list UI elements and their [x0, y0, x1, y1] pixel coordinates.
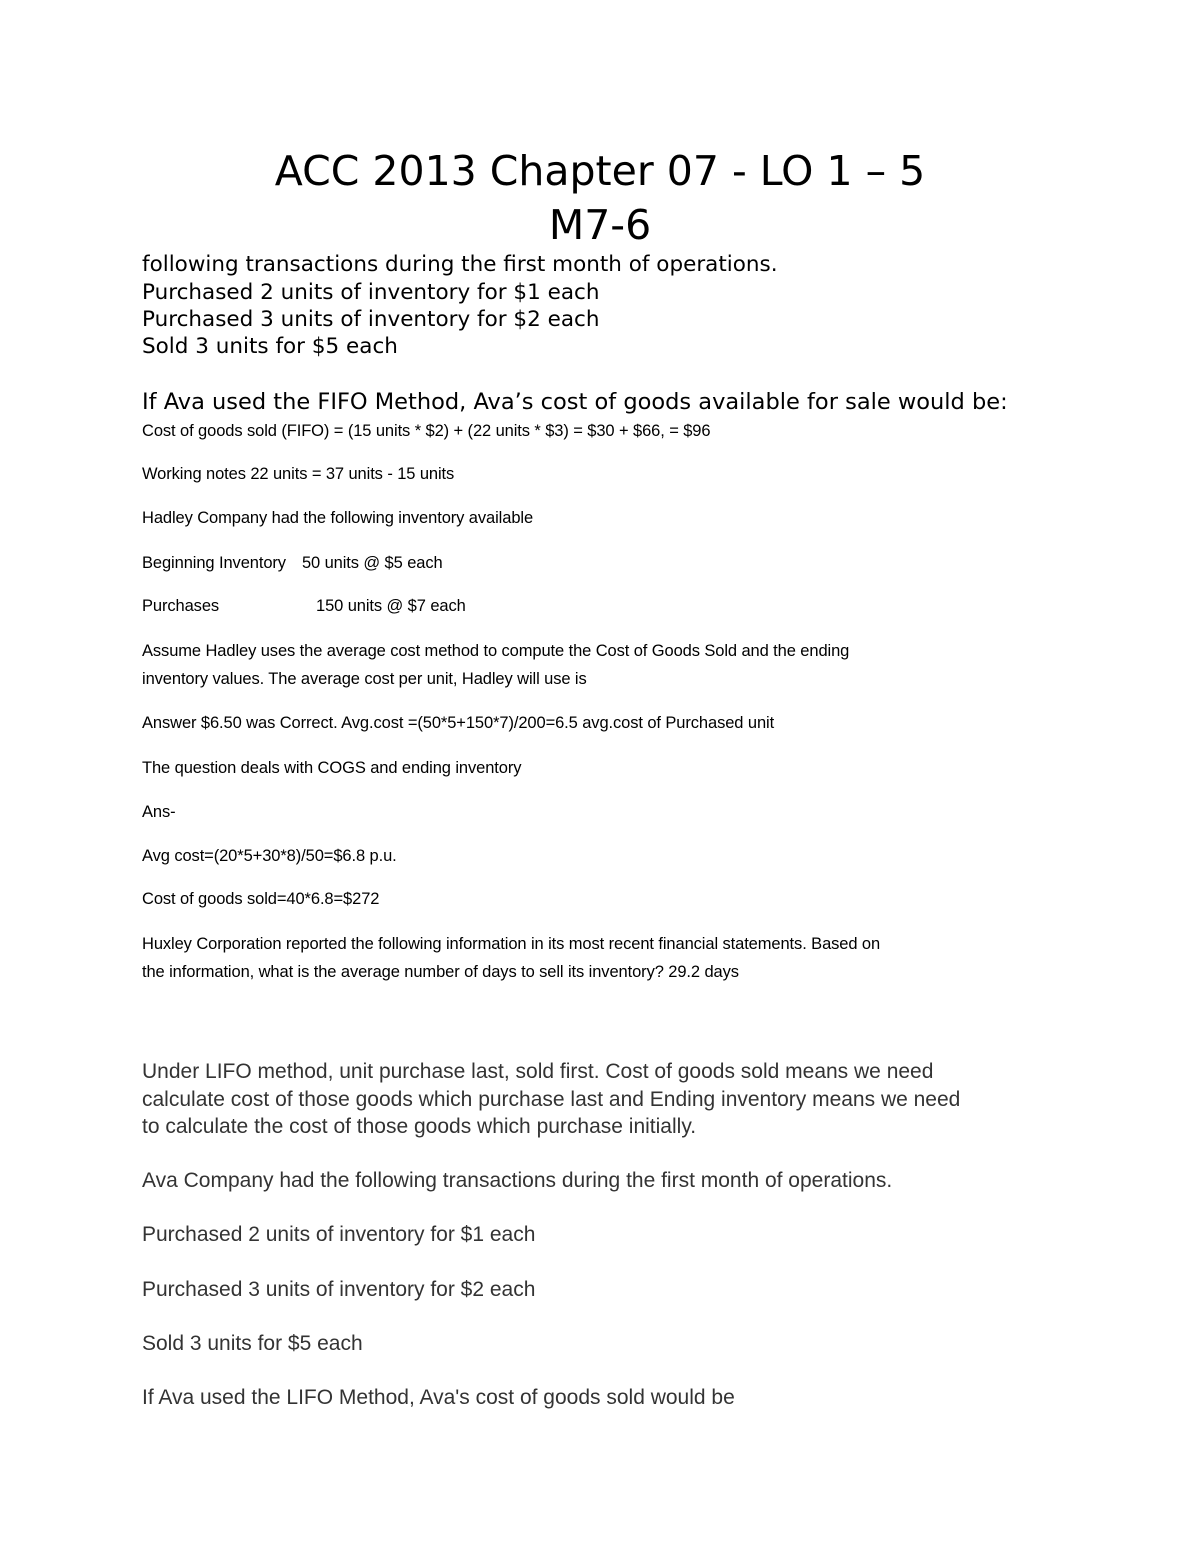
beginning-inventory-value: 50 units @ $5 each	[301, 554, 443, 572]
cogs-line: Cost of goods sold=40*6.8=$272	[142, 890, 380, 908]
ava-purchase-2: Purchased 3 units of inventory for $2 each	[142, 1278, 536, 1301]
transactions-intro: following transactions during the first month of operations.	[142, 252, 778, 277]
hadley-intro: Hadley Company had the following inventory available	[142, 509, 534, 527]
ans-label: Ans-	[142, 803, 176, 821]
ava-purchase-1: Purchased 2 units of inventory for $1 each	[142, 1223, 536, 1246]
lifo-explanation-line3: to calculate the cost of those goods which purchase initially.	[142, 1115, 697, 1138]
fifo-question: If Ava used the FIFO Method, Ava’s cost of goods available for sale would be:	[142, 389, 1008, 415]
answer-line: Answer $6.50 was Correct. Avg.cost =(50*5+150*7)/200=6.5 avg.cost of Purchased unit	[142, 714, 775, 732]
transaction-purchase-2: Purchased 3 units of inventory for $2 each	[142, 307, 600, 332]
huxley-line1: Huxley Corporation reported the following information in its most recent financial statements. Based on	[142, 935, 881, 953]
ava-lifo-question: If Ava used the LIFO Method, Ava's cost of goods sold would be	[142, 1386, 735, 1409]
fifo-answer: Cost of goods sold (FIFO) = (15 units * $2) + (22 units * $3) = $30 + $66, = $96	[142, 422, 711, 440]
lifo-explanation-line2: calculate cost of those goods which purchase last and Ending inventory means we need	[142, 1088, 961, 1111]
beginning-inventory-label: Beginning Inventory	[142, 554, 286, 572]
purchases-row	[142, 595, 466, 617]
huxley-line2: the information, what is the average number of days to sell its inventory? 29.2 days	[142, 963, 739, 981]
lifo-explanation-line1: Under LIFO method, unit purchase last, sold first. Cost of goods sold means we need	[142, 1060, 934, 1083]
working-notes: Working notes 22 units = 37 units - 15 units	[142, 465, 455, 483]
ava-intro: Ava Company had the following transactions during the first month of operations.	[142, 1169, 893, 1192]
assume-line2: inventory values. The average cost per unit, Hadley will use is	[142, 670, 587, 688]
transaction-purchase-1: Purchased 2 units of inventory for $1 each	[142, 280, 600, 305]
beginning-inventory-row	[142, 552, 443, 574]
transaction-sale: Sold 3 units for $5 each	[142, 334, 398, 359]
purchases-label: Purchases	[142, 597, 220, 615]
document-title-line2: M7-6	[548, 201, 652, 249]
ava-sold: Sold 3 units for $5 each	[142, 1332, 363, 1355]
document-title-line1: ACC 2013 Chapter 07 - LO 1 – 5	[274, 147, 926, 195]
question-deals: The question deals with COGS and ending inventory	[142, 759, 522, 777]
purchases-value: 150 units @ $7 each	[316, 597, 466, 615]
avg-cost: Avg cost=(20*5+30*8)/50=$6.8 p.u.	[142, 847, 397, 865]
assume-line1: Assume Hadley uses the average cost method to compute the Cost of Goods Sold and the ending	[142, 642, 850, 660]
